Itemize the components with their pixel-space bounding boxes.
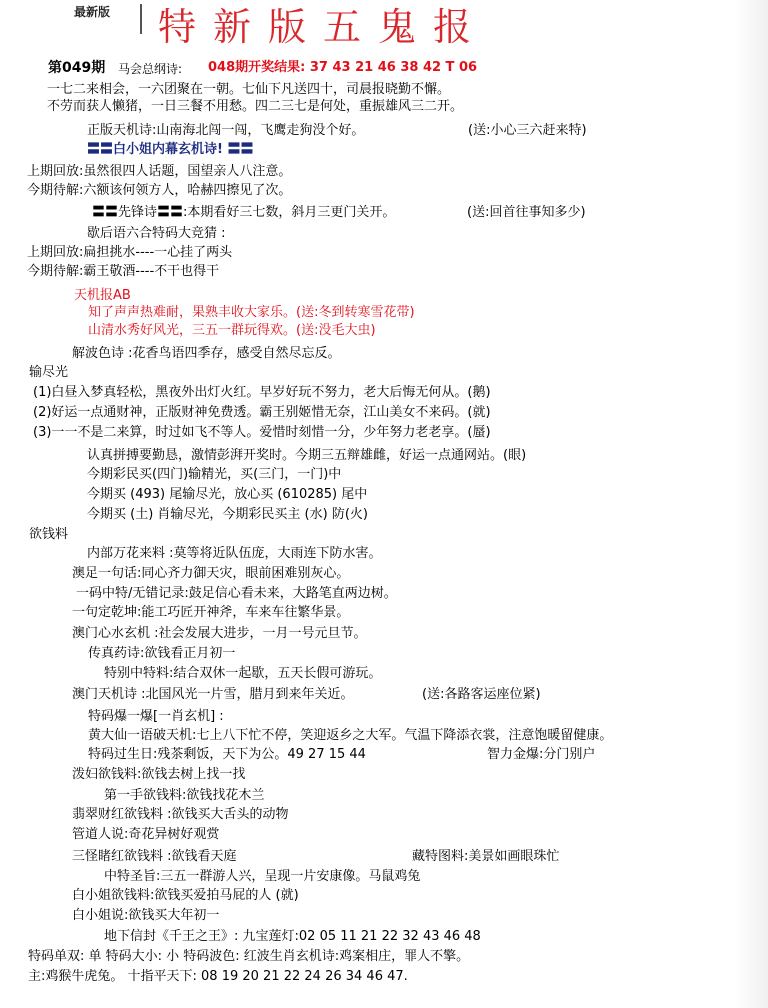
money-line-5: 澳门心水玄机 :社会发展大进步，一月一号元旦节。 <box>72 626 367 641</box>
tianji-heading: 天机报AB <box>74 288 131 303</box>
poem-line-2: 不劳而获人懒猪，一日三餐不用愁。四二三七是何处，重振雄风三二开。 <box>47 99 464 114</box>
last-review-2: 上期回放:扁担挑水----一心挂了两头 <box>27 245 233 260</box>
lose-all-line-4: 认真拼搏要勤恳，激情彭湃开奖时。今期三五辩雄雌，好运一点通网站。(眼) <box>87 448 527 463</box>
money-line-19: 白小姐说:欲钱买大年初一 <box>72 908 220 923</box>
money-line-16: 三怪睹红欲钱料 :欲钱看天庭 <box>72 849 237 864</box>
money-line-17: 中特圣旨:三五一群游人兴，呈现一片安康像。马鼠鸡兔 <box>104 869 421 884</box>
money-line-13: 第一手欲钱料:欲钱找花木兰 <box>104 788 265 803</box>
money-line-8-gift: (送:各路客运座位紧) <box>422 687 541 702</box>
official-poem-gift: (送:小心三六赶来特) <box>468 123 587 138</box>
lose-all-elements: 今期买 (土) 肖输尽光，今期彩民买主 (水) 防(火) <box>87 507 368 522</box>
wave-color-poem: 解波色诗 :花香鸟语四季存，感受自然尽忘反。 <box>72 346 341 361</box>
summary-line-2: 主:鸡猴牛虎兔。 十指平天下: 08 19 20 21 22 24 26 34 46 47. <box>28 969 408 984</box>
money-line-8: 澳门天机诗 :北国风光一片雪，腊月到来年关近。 <box>72 687 354 702</box>
lose-all-tails: 今期买 (493) 尾输尽光，放心买 (610285) 尾中 <box>87 487 368 502</box>
current-riddle-1: 今期待解:六额该何领方人，哈赫四擦见了次。 <box>27 183 292 198</box>
lose-all-heading: 输尽光 <box>29 365 69 380</box>
issue-number: 第049期 <box>48 60 106 76</box>
money-line-11-right: 智力金爆:分门别户 <box>487 747 596 762</box>
summary-line-1: 特码单双: 单 特码大小: 小 特码波色: 红波生肖玄机诗:鸡案相庄，罪人不擎。 <box>28 949 470 964</box>
pioneer-poem-gift: (送:回首往事知多少) <box>467 205 586 220</box>
pioneer-poem: 〓〓先锋诗〓〓:本期看好三七数，斜月三更门关开。 <box>92 205 396 220</box>
page-edge-shade <box>734 0 768 1008</box>
money-line-20: 地下信封《千王之王》: 九宝莲灯:02 05 11 21 22 32 43 46 48 <box>104 929 481 944</box>
bai-xiaojie-heading: 〓〓白小姐内幕玄机诗! 〓〓 <box>87 142 254 157</box>
money-line-2: 澳足一句话:同心齐力御天灾，眼前困难别灰心。 <box>72 566 350 581</box>
poem-label: 马会总纲诗: <box>118 62 183 76</box>
draw-result: 048期开奖结果: 37 43 21 46 38 42 T 06 <box>208 60 478 75</box>
money-line-1: 内部万花来料 :莫等将近队伍庞，大雨连下防水害。 <box>87 546 382 561</box>
money-line-4: 一句定乾坤:能工巧匠开神斧，车来车往繁华景。 <box>72 605 350 620</box>
header-divider <box>140 4 142 34</box>
money-line-15: 管道人说:奇花异树好观赏 <box>72 827 220 842</box>
money-line-10: 黄大仙一语破天机:七上八下忙不停，笑迎返乡之大军。气温下降添衣裳，注意饱暖留健康。 <box>88 728 613 743</box>
money-line-16-right: 藏特图料:美景如画眼珠忙 <box>412 849 560 864</box>
page-title: 特新版五鬼报 <box>158 5 489 49</box>
edition-label: 最新版 <box>74 5 111 19</box>
money-line-18: 白小姐欲钱料:欲钱买爱拍马屁的人 (就) <box>72 888 299 903</box>
money-line-6: 传真药诗:欲钱看正月初一 <box>88 646 236 661</box>
lose-all-line-1: (1)白昼入梦真轻松，黑夜外出灯火红。早岁好玩不努力，老大后悔无何从。(鹅) <box>33 385 491 400</box>
lose-all-doors: 今期彩民买(四门)输精光，买(三门，一门)中 <box>87 467 342 482</box>
official-poem: 正版天机诗:山南海北闯一闯，飞鹰走狗没个好。 <box>87 123 365 138</box>
money-line-12: 泼妇欲钱料:欲钱去树上找一找 <box>72 767 246 782</box>
tianji-line-2: 山清水秀好风光，三五一群玩得欢。(送:没毛大虫) <box>88 323 376 338</box>
poem-line-1: 一七二来相会，一六团聚在一朝。七仙下凡送四十，司晨报晓勤不懈。 <box>47 82 451 97</box>
proverb-heading: 歇后语六合特码大竞猜 : <box>87 226 226 241</box>
money-line-11: 特码过生日:残茶剩饭，天下为公。49 27 15 44 <box>88 747 366 762</box>
last-review-1: 上期回放:虽然很四人话题，国望亲人八注意。 <box>27 164 292 179</box>
money-line-3: 一码中特/无错记录:鼓足信心看未来，大路笔直两边树。 <box>76 586 397 601</box>
money-line-14: 翡翠财红欲钱料 :欲钱买大舌头的动物 <box>72 807 289 822</box>
lose-all-line-2: (2)好运一点通财神，正版财神免费透。霸王别姬惜无奈，江山美女不来码。(就) <box>33 405 491 420</box>
lose-all-line-3: (3)一一不是二来算，时过如飞不等人。爱惜时刻惜一分，少年努力老老享。(蜃) <box>33 425 491 440</box>
money-line-7: 特别中特料:结合双休一起歇，五天长假可游玩。 <box>104 666 382 681</box>
money-material-heading: 欲钱料 <box>29 527 69 542</box>
tianji-line-1: 知了声声热难耐，果熟丰收大家乐。(送:冬到转寒雪花带) <box>88 305 415 320</box>
current-riddle-2: 今期待解:霸王敬酒----不干也得干 <box>27 264 220 279</box>
money-line-9: 特码爆一爆[一肖玄机] : <box>88 709 224 724</box>
